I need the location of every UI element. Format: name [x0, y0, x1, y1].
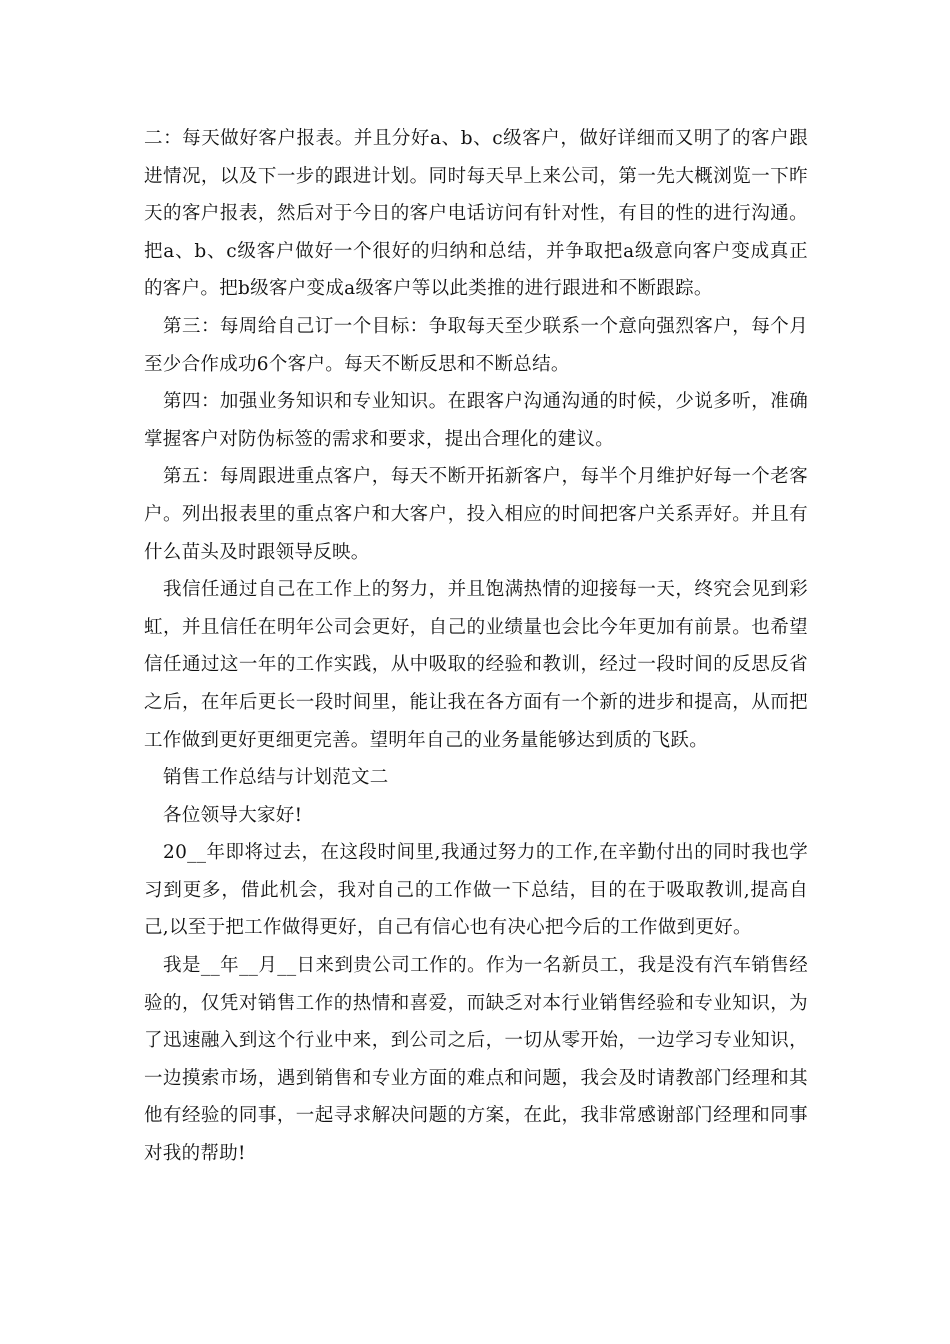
paragraph-knowledge: 第四：加强业务知识和专业知识。在跟客户沟通沟通的时候，少说多听，准确掌握客户对防伪标签的需求和要求，提出合理化的建议。 [144, 391, 808, 450]
paragraph-key-customers: 第五：每周跟进重点客户，每天不断开拓新客户，每半个月维护好每一个老客户。列出报表里的重点客户和大客户，投入相应的时间把客户关系弄好。并且有什么苗头及时跟领导反映。 [144, 466, 808, 563]
paragraph-year-summary: 20__年即将过去，在这段时间里,我通过努力的工作,在辛勤付出的同时我也学习到更多，借此机会，我对自己的工作做一下总结，目的在于吸取教训,提高自己,以至于把工作做得更好，自己有信心也有决心把今后的工作做到更好。 [144, 842, 808, 939]
document-body [144, 120, 808, 1173]
paragraph-customer-report: 二：每天做好客户报表。并且分好a、b、c级客户，做好详细而又明了的客户跟进情况，以及下一步的跟进计划。同时每天早上来公司，第一先大概浏览一下昨天的客户报表，然后对于今日的客户电话访问有针对性，有目的性的进行沟通。把a、b、c级客户做好一个很好的归纳和总结，并争取把a级意向客户变成真正的客户。把b级客户变成a级客户等以此类推的进行跟进和不断跟踪。 [144, 128, 808, 300]
greeting: 各位领导大家好! [163, 804, 303, 826]
paragraph-outlook: 我信任通过自己在工作上的努力，并且饱满热情的迎接每一天，终究会见到彩虹，并且信任在明年公司会更好，自己的业绩量也会比今年更加有前景。也希望信任通过这一年的工作实践，从中吸取的经验和教训，经过一段时间的反思反省之后，在年后更长一段时间里，能让我在各方面有一个新的进步和提高，从而把工作做到更好更细更完善。望明年自己的业务量能够达到质的飞跃。 [144, 579, 808, 751]
paragraph-weekly-goal: 第三：每周给自己订一个目标：争取每天至少联系一个意向强烈客户，每个月至少合作成功6个客户。每天不断反思和不断总结。 [144, 315, 808, 375]
section-heading: 销售工作总结与计划范文二 [163, 767, 389, 789]
paragraph-new-employee: 我是__年__月__日来到贵公司工作的。作为一名新员工，我是没有汽车销售经验的，仅凭对销售工作的热情和喜爱，而缺乏对本行业销售经验和专业知识，为了迅速融入到这个行业中来，到公司之后，一切从零开始，一边学习专业知识，一边摸索市场，遇到销售和专业方面的难点和问题，我会及时请教部门经理和其他有经验的同事，一起寻求解决问题的方案，在此，我非常感谢部门经理和同事对我的帮助! [144, 955, 808, 1165]
